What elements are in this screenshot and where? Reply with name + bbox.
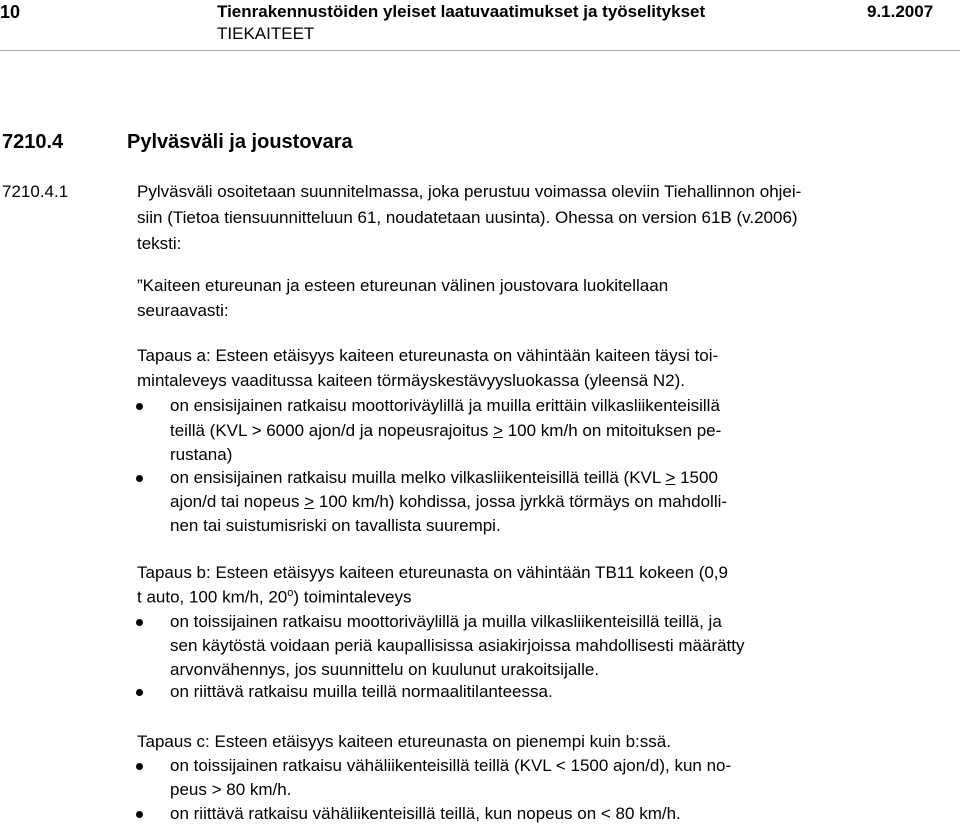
quote-line-1: ”Kaiteen etureunan ja esteen etureunan välinen joustovara luokitellaan: [137, 276, 669, 295]
case-a-bullet-1-line-2: teillä (KVL > 6000 ajon/d ja nopeusrajoitus > 100 km/h on mitoituksen pe-: [170, 421, 722, 440]
section-title: TIEKAITEET: [217, 24, 315, 43]
header-rule: [0, 50, 960, 51]
subsection-number: 7210.4.1: [2, 182, 69, 201]
case-a-bullet-2-line-1: on ensisijainen ratkaisu muilla melko vilkasliikenteisillä teillä (KVL > 1500: [170, 468, 718, 487]
bullet-icon: [136, 619, 143, 626]
bullet-icon: [136, 475, 143, 482]
case-c-line-1: Tapaus c: Esteen etäisyys kaiteen etureunasta on pienempi kuin b:ssä.: [137, 732, 671, 751]
case-a-bullet-2-line-3: nen tai suistumisriski on tavallista suurempi.: [170, 516, 501, 535]
case-a-bullet-2-line-2: ajon/d tai nopeus > 100 km/h) kohdissa, jossa jyrkkä törmäys on mahdolli-: [170, 492, 728, 511]
case-b-bullet-1-line-3: arvonvähennys, jos suunnittelu on kuulunut urakoitsijalle.: [170, 660, 600, 679]
case-c-bullet-1-line-2: peus > 80 km/h.: [170, 780, 292, 799]
case-b-bullet-2-line-1: on riittävä ratkaisu muilla teillä normaalitilanteessa.: [170, 682, 553, 701]
bullet-icon: [136, 763, 143, 770]
subsection-line-1: Pylväsväli osoitetaan suunnitelmassa, joka perustuu voimassa oleviin Tiehallinnon ohjei-: [137, 182, 802, 201]
bullet-icon: [136, 403, 143, 410]
case-b-bullet-1-line-1: on toissijainen ratkaisu moottoriväylillä ja muilla vilkasliikenteisillä teillä, ja: [170, 612, 722, 631]
case-c-bullet-1-line-1: on toissijainen ratkaisu vähäliikenteisillä teillä (KVL < 1500 ajon/d), kun no-: [170, 756, 732, 775]
case-a-line-1: Tapaus a: Esteen etäisyys kaiteen etureunasta on vähintään kaiteen täysi toi-: [137, 346, 719, 365]
case-b-line-1: Tapaus b: Esteen etäisyys kaiteen etureunasta on vähintään TB11 kokeen (0,9: [137, 563, 728, 582]
page-number: 10: [0, 2, 21, 22]
case-a-line-2: mintaleveys vaaditussa kaiteen törmäyskestävyysluokassa (yleensä N2).: [137, 371, 686, 390]
document-title: Tienrakennustöiden yleiset laatuvaatimukset ja työselitykset: [217, 2, 706, 21]
subsection-line-2: siin (Tietoa tiensuunnitteluun 61, noudatetaan uusinta). Ohessa on version 61B (v.2006): [137, 208, 798, 227]
case-a-bullet-1-line-3: rustana): [170, 445, 233, 464]
bullet-icon: [136, 811, 143, 818]
case-a-bullet-1-line-1: on ensisijainen ratkaisu moottoriväylillä ja muilla erittäin vilkasliikenteisillä: [170, 396, 720, 415]
heading-title: Pylväsväli ja joustovara: [127, 131, 353, 153]
document-date: 9.1.2007: [867, 2, 934, 21]
subsection-line-3: teksti:: [137, 234, 182, 253]
bullet-icon: [136, 689, 143, 696]
case-c-bullet-2-line-1: on riittävä ratkaisu vähäliikenteisillä teillä, kun nopeus on < 80 km/h.: [170, 804, 681, 823]
case-b-bullet-1-line-2: sen käytöstä voidaan periä kaupallisissa asiakirjoissa mahdollisesti määrätty: [170, 636, 745, 655]
quote-line-2: seuraavasti:: [137, 301, 229, 320]
heading-number: 7210.4: [2, 131, 64, 153]
case-b-line-2: t auto, 100 km/h, 20$^o$) toimintaleveys: [137, 587, 412, 607]
